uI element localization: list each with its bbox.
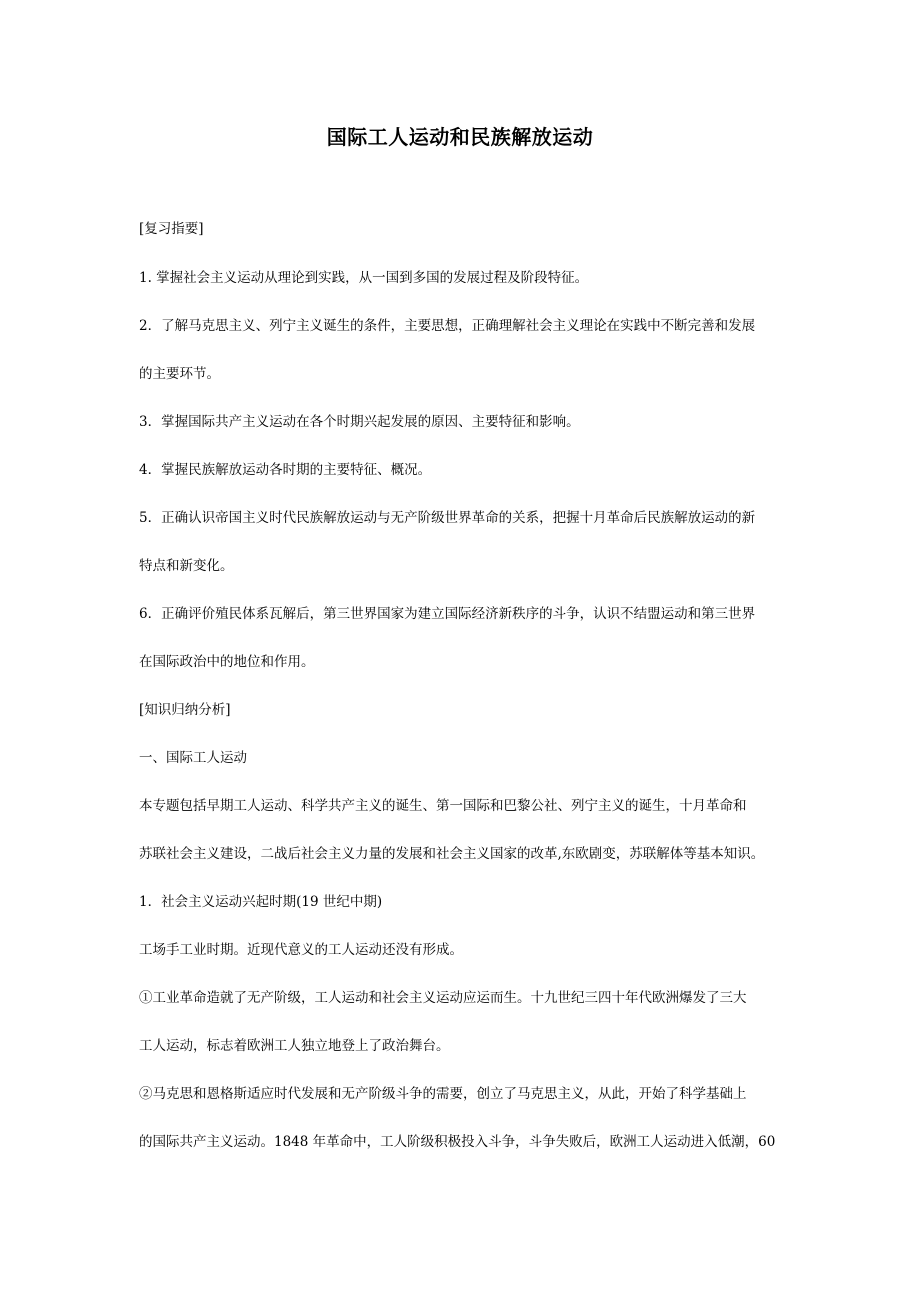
text-line: 特点和新变化。	[139, 558, 234, 574]
text-line: ②马克思和恩格斯适应时代发展和无产阶级斗争的需要，创立了马克思主义，从此，开始了科学基础上	[139, 1086, 747, 1102]
text-line: 3．掌握国际共产主义运动在各个时期兴起发展的原因、主要特征和影响。	[139, 414, 580, 430]
text-line: 的国际共产主义运动。1848 年革命中，工人阶级积极投入斗争，斗争失败后，欧洲工人运动进入低潮，60	[139, 1134, 776, 1150]
text-line: 工场手工业时期。近现代意义的工人运动还没有形成。	[139, 942, 463, 958]
text-line: 5．正确认识帝国主义时代民族解放运动与无产阶级世界革命的关系，把握十月革命后民族解放运动的新	[139, 510, 756, 526]
text-line: 工人运动，标志着欧洲工人独立地登上了政治舞台。	[139, 1038, 450, 1054]
text-line: 的主要环节。	[139, 366, 220, 382]
text-line: 2．了解马克思主义、列宁主义诞生的条件，主要思想，正确理解社会主义理论在实践中不断完善和发展	[139, 318, 756, 334]
section-heading-review-guide: [复习指要]	[139, 221, 204, 237]
text-line: 在国际政治中的地位和作用。	[139, 654, 315, 670]
text-line: 1. 掌握社会主义运动从理论到实践，从一国到多国的发展过程及阶段特征。	[139, 270, 589, 286]
text-line: ①工业革命造就了无产阶级，工人运动和社会主义运动应运而生。十九世纪三四十年代欧洲爆发了三大	[139, 990, 747, 1006]
text-line: 本专题包括早期工人运动、科学共产主义的诞生、第一国际和巴黎公社、列宁主义的诞生，十月革命和	[139, 798, 747, 814]
text-line: 6．正确评价殖民体系瓦解后，第三世界国家为建立国际经济新秩序的斗争，认识不结盟运动和第三世界	[139, 606, 756, 622]
document-title: 国际工人运动和民族解放运动	[326, 125, 594, 149]
text-line: 4．掌握民族解放运动各时期的主要特征、概况。	[139, 462, 432, 478]
subsection-heading: 一、国际工人运动	[139, 750, 247, 766]
text-line: 苏联社会主义建设，二战后社会主义力量的发展和社会主义国家的改革,东欧剧变，苏联解体等基本知识。	[139, 846, 765, 862]
text-line: 1．社会主义运动兴起时期(19 世纪中期)	[139, 894, 383, 910]
section-heading-knowledge-analysis: [知识归纳分析]	[139, 702, 231, 718]
